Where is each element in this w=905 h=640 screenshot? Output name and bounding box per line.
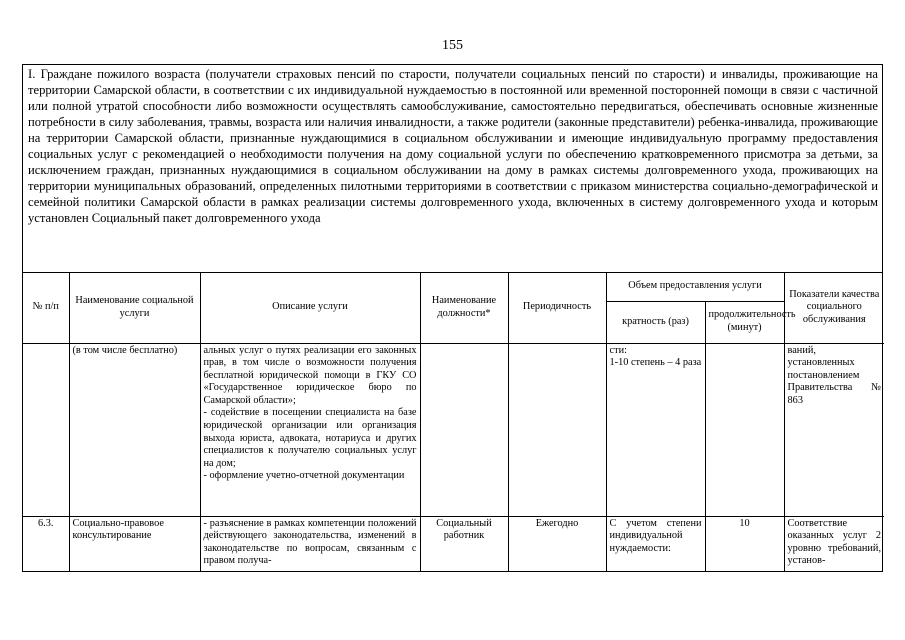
header-service-name: Наименование социальной услуги <box>69 273 200 343</box>
duration <box>705 343 784 516</box>
table-row <box>23 516 884 571</box>
position: Социальный работник <box>420 516 508 571</box>
header-volume: Объем предоставления услуги <box>606 273 784 301</box>
service-name: Социально-правовое консультирование <box>69 516 200 571</box>
header-description: Описание услуги <box>200 273 420 343</box>
header-quality: Показатели качества социального обслуживания <box>784 273 884 343</box>
service-name: (в том числе бесплатно) <box>69 343 200 516</box>
frequency: сти: 1-10 степень – 4 раза <box>606 343 705 516</box>
header-periodicity: Периодичность <box>508 273 606 343</box>
row-number: 6.3. <box>23 516 69 571</box>
quality-indicator: Соответствие оказанных услуг 2 уровню требований, установ- <box>784 516 884 571</box>
services-table-frame <box>22 64 883 572</box>
quality-indicator: ваний, установленных постановлением Правительства № 863 <box>784 343 884 516</box>
service-description: альных услуг о путях реализации его законных прав, в том числе о возможности получения бесплатной юридической помощи в ГКУ СО «Государственное юридическое бюро по Самарской области»; - содействие в посещении специалиста на базе юридической организации или организация выхода юриста, адвоката, нотариуса и других специалистов к получателю социальных услуг на дом; - оформление учетно-отчетной документации <box>200 343 420 516</box>
table-row <box>23 343 884 516</box>
periodicity: Ежегодно <box>508 516 606 571</box>
position <box>420 343 508 516</box>
page-number: 155 <box>442 38 463 53</box>
periodicity <box>508 343 606 516</box>
frequency: С учетом степени индивидуальной нуждаемости: <box>606 516 705 571</box>
recipient-category-paragraph: I. Граждане пожилого возраста (получатели страховых пенсий по старости, получатели социальных пенсий по старости) и инвалиды, проживающие на территории Самарской области, в соответствии с их индивидуальной нуждаемостью в постоянной или временной посторонней помощи в связи с частичной или полной утратой способности либо возможности осуществлять самообслуживание, самостоятельно передвигаться, обеспечивать основные жизненные потребности в силу заболевания, травмы, возраста или наличия инвалидности, а также родители (законные представители) ребенка-инвалида, проживающие на территории Самарской области, признанные нуждающимися в социальном обслуживании и имеющие индивидуальную программу предоставления социальных услуг с рекомендацией о необходимости получения на дому социальной услуги по обеспечению кратковременного присмотра за детьми, за исключением граждан, признанных нуждающимися в социальном обслуживании на дому в рамках системы долговременного ухода, проживающих на территории муниципальных образований, определенных пилотными территориями в соответствии с приказом министерства социально-демографической и семейной политики Самарской области в рамках реализации системы долговременного ухода, включенных в систему долговременного ухода и которым установлен Социальный пакет долговременного ухода <box>23 65 882 273</box>
service-description: - разъяснение в рамках компетенции положений действующего законодательства, изменений в законодательстве по вопросам, связанным с правом получа- <box>200 516 420 571</box>
services-table <box>23 273 884 571</box>
header-number: № п/п <box>23 273 69 343</box>
row-number <box>23 343 69 516</box>
header-frequency: кратность (раз) <box>606 301 705 343</box>
header-duration: продолжительность (минут) <box>705 301 784 343</box>
header-position: Наименование должности* <box>420 273 508 343</box>
duration: 10 <box>705 516 784 571</box>
